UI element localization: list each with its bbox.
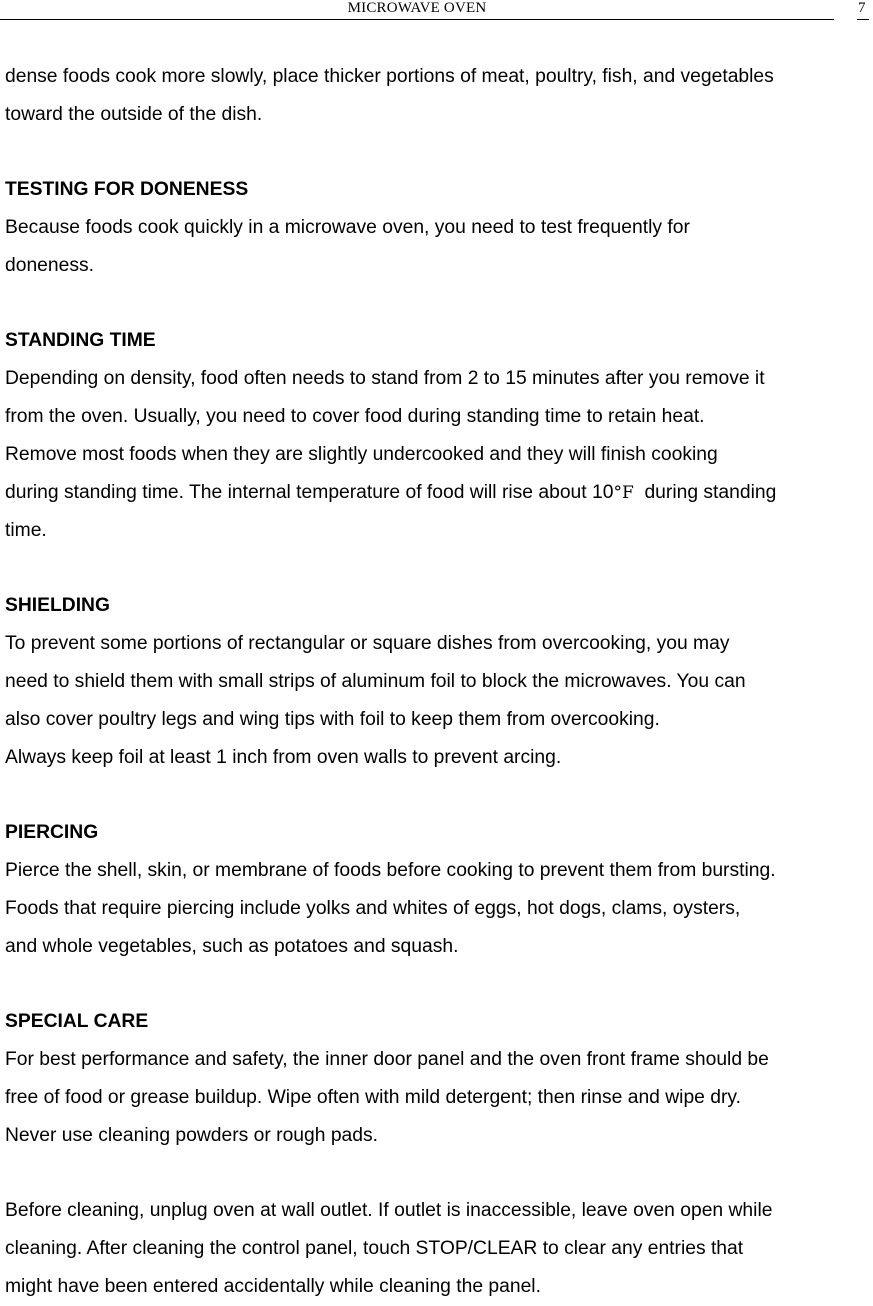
- paragraph-line: also cover poultry legs and wing tips with foil to keep them from overcooking.: [5, 709, 660, 730]
- spacer: [5, 285, 873, 322]
- temperature-text-before: during standing time. The internal temperature of food will rise about 10: [5, 482, 614, 503]
- paragraph-line: and whole vegetables, such as potatoes and squash.: [5, 936, 459, 957]
- paragraph-line: Before cleaning, unplug oven at wall outlet. If outlet is inaccessible, leave oven open while: [5, 1200, 773, 1221]
- paragraph-line: Depending on density, food often needs to stand from 2 to 15 minutes after you remove it: [5, 368, 765, 389]
- page-number-underline: [857, 19, 869, 20]
- paragraph-line: free of food or grease buildup. Wipe often with mild detergent; then rinse and wipe dry.: [5, 1087, 741, 1108]
- paragraph-line: need to shield them with small strips of aluminum foil to block the microwaves. You can: [5, 671, 746, 692]
- section-piercing: [5, 814, 873, 966]
- paragraph-line: cleaning. After cleaning the control panel, touch STOP/CLEAR to clear any entries that: [5, 1238, 744, 1259]
- intro-paragraph: [5, 58, 873, 134]
- spacer: [5, 550, 873, 587]
- paragraph-line: For best performance and safety, the inner door panel and the oven front frame should be: [5, 1049, 769, 1070]
- paragraph-line: dense foods cook more slowly, place thicker portions of meat, poultry, fish, and vegetables: [5, 66, 774, 87]
- section-heading: SHIELDING: [5, 595, 110, 616]
- paragraph-line: Never use cleaning powders or rough pads.: [5, 1125, 378, 1146]
- header-title: MICROWAVE OVEN: [347, 0, 487, 16]
- section-special-care: [5, 1003, 873, 1155]
- paragraph-line: toward the outside of the dish.: [5, 104, 263, 125]
- page-content: [5, 58, 873, 1306]
- paragraph-line: Always keep foil at least 1 inch from oven walls to prevent arcing.: [5, 747, 562, 768]
- paragraph-line: doneness.: [5, 255, 94, 276]
- spacer: [5, 1155, 873, 1192]
- paragraph-line: Because foods cook quickly in a microwave oven, you need to test frequently for: [5, 217, 690, 238]
- section-standing-time: [5, 322, 873, 550]
- paragraph-line: from the oven. Usually, you need to cover food during standing time to retain heat.: [5, 406, 705, 427]
- temperature-text-after: during standing: [633, 482, 777, 503]
- header-rule: [0, 19, 834, 20]
- section-heading: SPECIAL CARE: [5, 1011, 149, 1032]
- paragraph-line: Foods that require piercing include yolks and whites of eggs, hot dogs, clams, oysters,: [5, 898, 741, 919]
- paragraph-line: Remove most foods when they are slightly undercooked and they will finish cooking: [5, 444, 718, 465]
- spacer: [5, 134, 873, 171]
- paragraph-line: time.: [5, 520, 47, 541]
- paragraph-line-temperature: [5, 474, 873, 512]
- section-testing: [5, 171, 873, 285]
- spacer: [5, 777, 873, 814]
- paragraph-line: Pierce the shell, skin, or membrane of foods before cooking to prevent them from bursting.: [5, 860, 776, 881]
- section-heading: PIERCING: [5, 822, 99, 843]
- section-heading: TESTING FOR DONENESS: [5, 179, 249, 200]
- spacer: [5, 966, 873, 1003]
- paragraph-line: might have been entered accidentally while cleaning the panel.: [5, 1276, 541, 1297]
- section-shielding: [5, 587, 873, 777]
- paragraph-line: To prevent some portions of rectangular or square dishes from overcooking, you may: [5, 633, 730, 654]
- temperature-unit: °F: [613, 483, 634, 503]
- section-heading: STANDING TIME: [5, 330, 156, 351]
- page-number: 7: [858, 0, 866, 16]
- page-header: [0, 0, 873, 24]
